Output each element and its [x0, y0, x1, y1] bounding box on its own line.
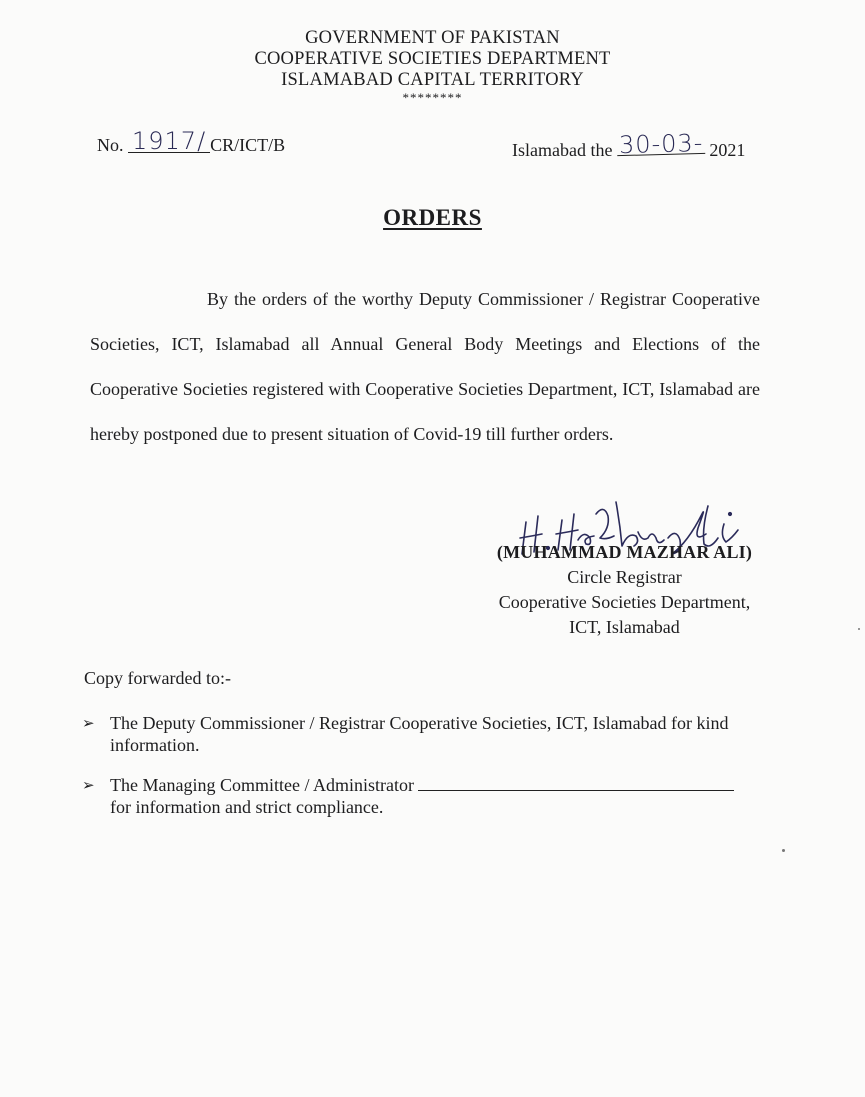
copy-forwarded-item-line2: for information and strict compliance.	[110, 797, 384, 817]
copy-forwarded-item-text: The Deputy Commissioner / Registrar Cooperative Societies, ICT, Islamabad for kind information.	[110, 713, 729, 755]
signatory-block	[487, 540, 762, 640]
copy-forwarded-heading: Copy forwarded to:-	[84, 668, 231, 688]
issue-date	[512, 128, 746, 161]
copy-forwarded-item	[82, 774, 762, 818]
date-year: 2021	[709, 140, 746, 160]
reference-number	[97, 127, 286, 156]
reference-suffix: CR/ICT/B	[210, 135, 286, 155]
signatory-location: ICT, Islamabad	[569, 617, 680, 637]
signatory-department: Cooperative Societies Department,	[498, 592, 751, 612]
copy-forwarded-item-text	[110, 774, 762, 818]
document-title: ORDERS	[383, 205, 482, 230]
letterhead-separator: ********	[402, 90, 463, 105]
date-handwritten: 30-03-	[618, 128, 704, 160]
blank-fill-line	[418, 775, 734, 791]
copy-forwarded-item-line1: The Managing Committee / Administrator	[110, 775, 414, 795]
date-prefix: Islamabad the	[512, 140, 613, 160]
arrow-bullet-icon: ➢	[82, 714, 95, 732]
letterhead-territory: ISLAMABAD CAPITAL TERRITORY	[281, 70, 584, 90]
letterhead-government: GOVERNMENT OF PAKISTAN	[305, 28, 560, 48]
signatory-name: (MUHAMMAD MAZHAR ALI)	[496, 542, 753, 562]
scan-speck	[858, 628, 860, 630]
copy-forwarded-item	[82, 712, 762, 756]
arrow-bullet-icon: ➢	[82, 776, 95, 794]
reference-prefix: No.	[97, 135, 124, 155]
letterhead-department: COOPERATIVE SOCIETIES DEPARTMENT	[254, 49, 611, 69]
scan-speck	[782, 849, 785, 852]
order-body: By the orders of the worthy Deputy Commissioner / Registrar Cooperative Societies, ICT, Islamabad all Annual General Body Meetings and Elections of the Cooperative Societies registered with Cooperative Societies Department, ICT, Islamabad are hereby postponed due to present situation of Covid-19 till further orders.	[90, 289, 760, 444]
reference-handwritten-number: 1917/	[128, 130, 210, 153]
signatory-designation: Circle Registrar	[567, 567, 682, 587]
letterhead	[0, 28, 865, 105]
